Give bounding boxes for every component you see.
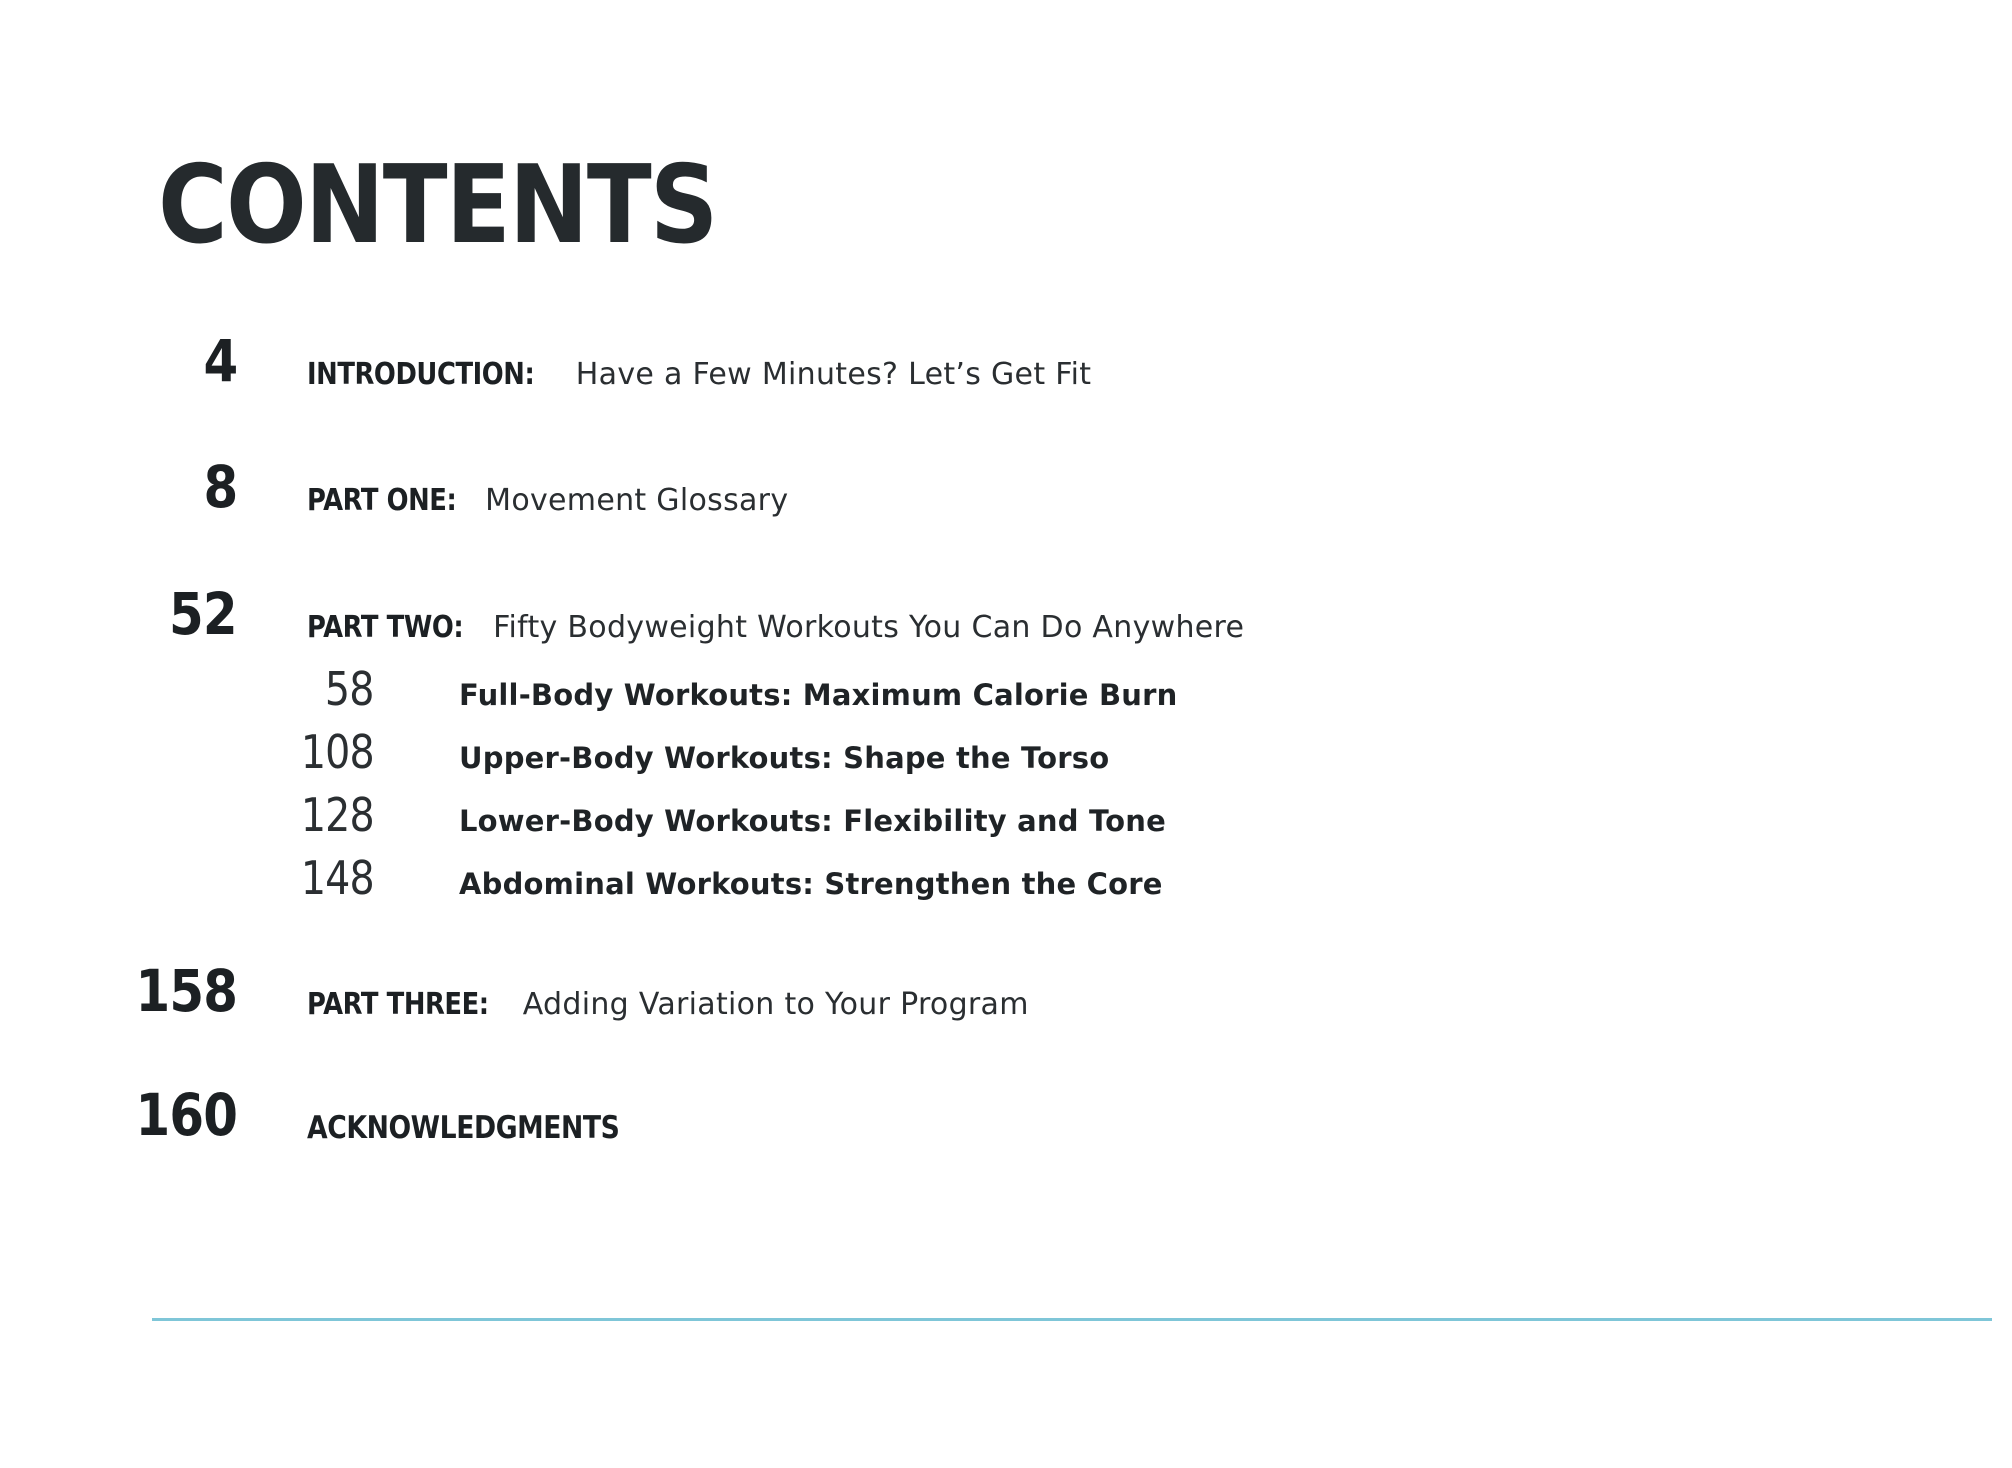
entry-label: PART THREE: <box>307 987 489 1022</box>
toc-entry-introduction[interactable] <box>0 327 2012 400</box>
entry-text <box>307 484 788 516</box>
toc-subentry-full-body[interactable] <box>0 660 2012 720</box>
page-number: 160 <box>135 1081 237 1149</box>
entry-description: Fifty Bodyweight Workouts You Can Do Anywhere <box>493 610 1245 645</box>
toc-subentry-lower-body[interactable] <box>0 786 2012 846</box>
subentry-text: Abdominal Workouts: Strengthen the Core <box>459 867 1163 901</box>
toc-entry-part-three[interactable] <box>0 957 2012 1030</box>
page-number: 52 <box>169 580 237 648</box>
entry-text <box>307 988 1029 1020</box>
entry-text <box>307 358 1091 390</box>
entry-text <box>307 1112 666 1144</box>
subentry-page-number: 58 <box>325 662 374 716</box>
entry-label: PART TWO: <box>307 610 464 645</box>
entry-description: Have a Few Minutes? Let’s Get Fit <box>575 357 1092 392</box>
subentry-text: Full-Body Workouts: Maximum Calorie Burn <box>459 678 1178 712</box>
toc-entry-part-two[interactable] <box>0 580 2012 653</box>
entry-label: PART ONE: <box>307 483 457 518</box>
subentry-page-number: 108 <box>301 725 374 779</box>
toc-entry-part-one[interactable] <box>0 453 2012 526</box>
entry-description: Adding Variation to Your Program <box>522 987 1029 1022</box>
subentry-page-number: 128 <box>301 788 374 842</box>
page-number: 8 <box>203 453 237 521</box>
subentry-text: Upper-Body Workouts: Shape the Torso <box>459 741 1110 775</box>
page-number: 158 <box>135 957 237 1025</box>
entry-description: Movement Glossary <box>485 483 789 518</box>
entry-label: ACKNOWLEDGMENTS <box>307 1110 620 1146</box>
entry-label: INTRODUCTION: <box>307 357 535 392</box>
toc-subentry-upper-body[interactable] <box>0 723 2012 783</box>
subentry-text: Lower-Body Workouts: Flexibility and Tone <box>459 804 1167 838</box>
subentry-page-number: 148 <box>301 851 374 905</box>
entry-text <box>307 611 1244 643</box>
page-number: 4 <box>203 327 237 395</box>
toc-entry-acknowledgments[interactable] <box>0 1081 2012 1154</box>
toc-subentry-abdominal[interactable] <box>0 849 2012 909</box>
divider-line <box>152 1318 1992 1321</box>
page-title: CONTENTS <box>158 143 717 268</box>
